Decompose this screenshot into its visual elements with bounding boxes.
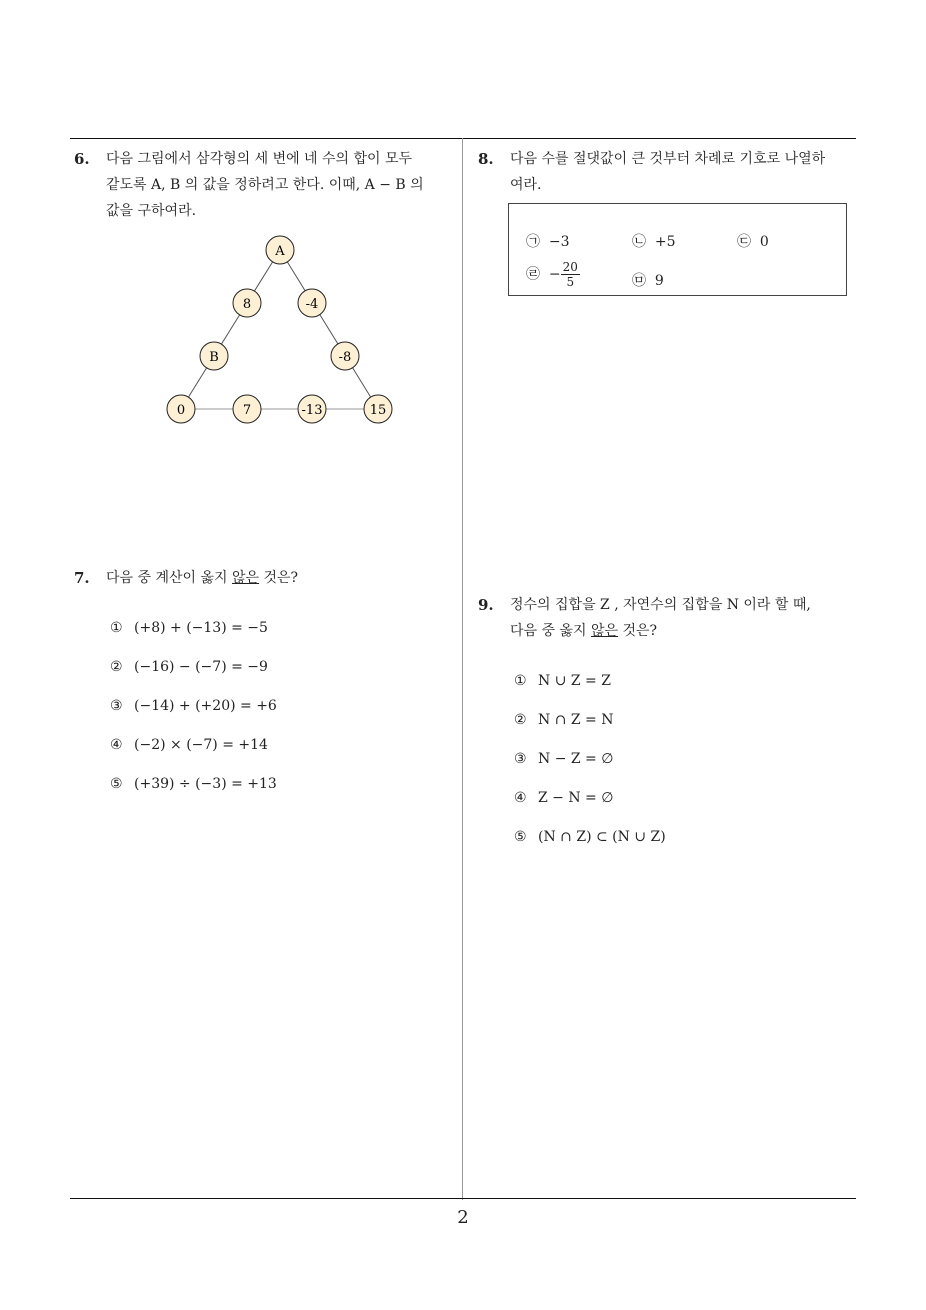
page-number: 2 bbox=[457, 1207, 469, 1228]
option-mark: ㉡ bbox=[632, 234, 646, 250]
question-number: 8. bbox=[478, 150, 494, 168]
left-edge bbox=[181, 250, 280, 409]
option-mark: ㉢ bbox=[737, 234, 751, 250]
choice-text: Z − N = ∅ bbox=[538, 790, 614, 806]
node-label: 15 bbox=[369, 403, 387, 418]
choice-mark: ⑤ bbox=[514, 829, 527, 845]
choice-text: (−14) + (+20) = +6 bbox=[134, 698, 277, 714]
stem-text: 것은? bbox=[618, 623, 658, 639]
choice-mark: ③ bbox=[110, 698, 123, 714]
option-mark: ㉣ bbox=[526, 266, 540, 283]
node-7 bbox=[233, 395, 261, 423]
question-line: 값을 구하여라. bbox=[106, 203, 197, 219]
choice-2[interactable] bbox=[514, 712, 614, 728]
choice-mark: ① bbox=[514, 673, 527, 689]
choice-mark: ① bbox=[110, 620, 123, 636]
choice-4[interactable] bbox=[514, 790, 613, 806]
choice-text: N ∩ Z = N bbox=[538, 712, 614, 728]
node-label: 0 bbox=[176, 403, 186, 418]
question-number: 6. bbox=[74, 150, 90, 168]
node-15 bbox=[364, 395, 392, 423]
node-minus-4 bbox=[298, 289, 326, 317]
stem-underlined: 않은 bbox=[590, 623, 619, 639]
choice-text: (+8) + (−13) = −5 bbox=[134, 620, 268, 636]
option-value: 0 bbox=[759, 234, 769, 250]
node-label: -8 bbox=[338, 350, 352, 365]
node-8 bbox=[233, 289, 261, 317]
stem-underlined: 않은 bbox=[232, 570, 260, 586]
question-number: 7. bbox=[74, 569, 90, 587]
question-text bbox=[106, 146, 424, 224]
choice-1[interactable] bbox=[110, 620, 268, 636]
q7-choices bbox=[110, 620, 450, 800]
fraction-numerator: 20 bbox=[562, 260, 578, 274]
node-label: A bbox=[275, 244, 285, 259]
question-line: 다음 수를 절댓값이 큰 것부터 차례로 기호로 나열하 bbox=[510, 151, 826, 167]
option-mark: ㉤ bbox=[632, 273, 646, 289]
question-line: 정수의 집합을 Z , 자연수의 집합을 N 이라 할 때, bbox=[510, 597, 811, 613]
q9-choices bbox=[514, 673, 854, 853]
node-minus-13 bbox=[298, 395, 326, 423]
node-a bbox=[266, 236, 294, 264]
choice-1[interactable] bbox=[514, 673, 611, 689]
triangle-edges bbox=[181, 250, 378, 409]
triangle-diagram bbox=[150, 230, 410, 430]
options-box bbox=[508, 203, 847, 296]
question-number: 9. bbox=[478, 596, 494, 614]
choice-text: (N ∩ Z) ⊂ (N ∪ Z) bbox=[538, 829, 666, 845]
node-b bbox=[200, 342, 228, 370]
choice-text: N ∪ Z = Z bbox=[538, 673, 611, 689]
question-text bbox=[510, 592, 811, 644]
option-b bbox=[632, 231, 676, 251]
option-c bbox=[737, 231, 769, 251]
choice-5[interactable] bbox=[514, 829, 666, 845]
question-9 bbox=[478, 592, 863, 646]
choice-5[interactable] bbox=[110, 776, 277, 792]
question-8 bbox=[478, 146, 858, 200]
choice-mark: ② bbox=[110, 659, 123, 675]
question-line: 같도록 A, B 의 값을 정하려고 한다. 이때, A − B 의 bbox=[106, 177, 424, 193]
option-value: +5 bbox=[654, 234, 676, 250]
question-line: 다음 그림에서 삼각형의 세 변에 네 수의 합이 모두 bbox=[106, 151, 413, 167]
choice-text: (+39) ÷ (−3) = +13 bbox=[134, 776, 277, 792]
choice-4[interactable] bbox=[110, 737, 268, 753]
option-e bbox=[632, 270, 664, 290]
top-rule bbox=[70, 138, 856, 139]
stem-text: 다음 중 옳지 bbox=[510, 623, 591, 639]
option-a bbox=[526, 231, 570, 251]
node-label: -4 bbox=[305, 297, 319, 312]
choice-text: (−16) − (−7) = −9 bbox=[134, 659, 268, 675]
right-edge bbox=[280, 250, 378, 409]
option-d bbox=[526, 260, 580, 289]
option-value: −3 bbox=[548, 234, 570, 250]
choice-mark: ⑤ bbox=[110, 776, 123, 792]
choice-3[interactable] bbox=[514, 751, 613, 767]
question-text bbox=[106, 565, 298, 591]
option-value: 9 bbox=[654, 273, 664, 289]
question-line bbox=[510, 618, 811, 644]
node-label: -13 bbox=[301, 403, 323, 418]
stem-text: 것은? bbox=[259, 570, 299, 586]
choice-mark: ③ bbox=[514, 751, 527, 767]
fraction-sign: − bbox=[548, 266, 561, 283]
bottom-rule bbox=[70, 1198, 856, 1199]
choice-mark: ④ bbox=[514, 790, 527, 806]
question-text bbox=[510, 146, 825, 198]
choice-text: N − Z = ∅ bbox=[538, 751, 614, 767]
question-7 bbox=[74, 565, 459, 593]
choice-mark: ② bbox=[514, 712, 527, 728]
fraction bbox=[561, 260, 580, 289]
node-label: 8 bbox=[242, 297, 252, 312]
choice-2[interactable] bbox=[110, 659, 268, 675]
choice-text: (−2) × (−7) = +14 bbox=[134, 737, 268, 753]
stem-text: 다음 중 계산이 옳지 bbox=[106, 570, 232, 586]
choice-mark: ④ bbox=[110, 737, 123, 753]
node-minus-8 bbox=[331, 342, 359, 370]
column-divider bbox=[462, 138, 463, 1200]
fraction-denominator: 5 bbox=[566, 275, 575, 289]
node-label: B bbox=[209, 350, 219, 365]
question-line: 여라. bbox=[510, 177, 542, 193]
choice-3[interactable] bbox=[110, 698, 277, 714]
node-label: 7 bbox=[242, 403, 252, 418]
node-0 bbox=[167, 395, 195, 423]
option-mark: ㉠ bbox=[526, 234, 540, 250]
question-6 bbox=[74, 146, 459, 226]
